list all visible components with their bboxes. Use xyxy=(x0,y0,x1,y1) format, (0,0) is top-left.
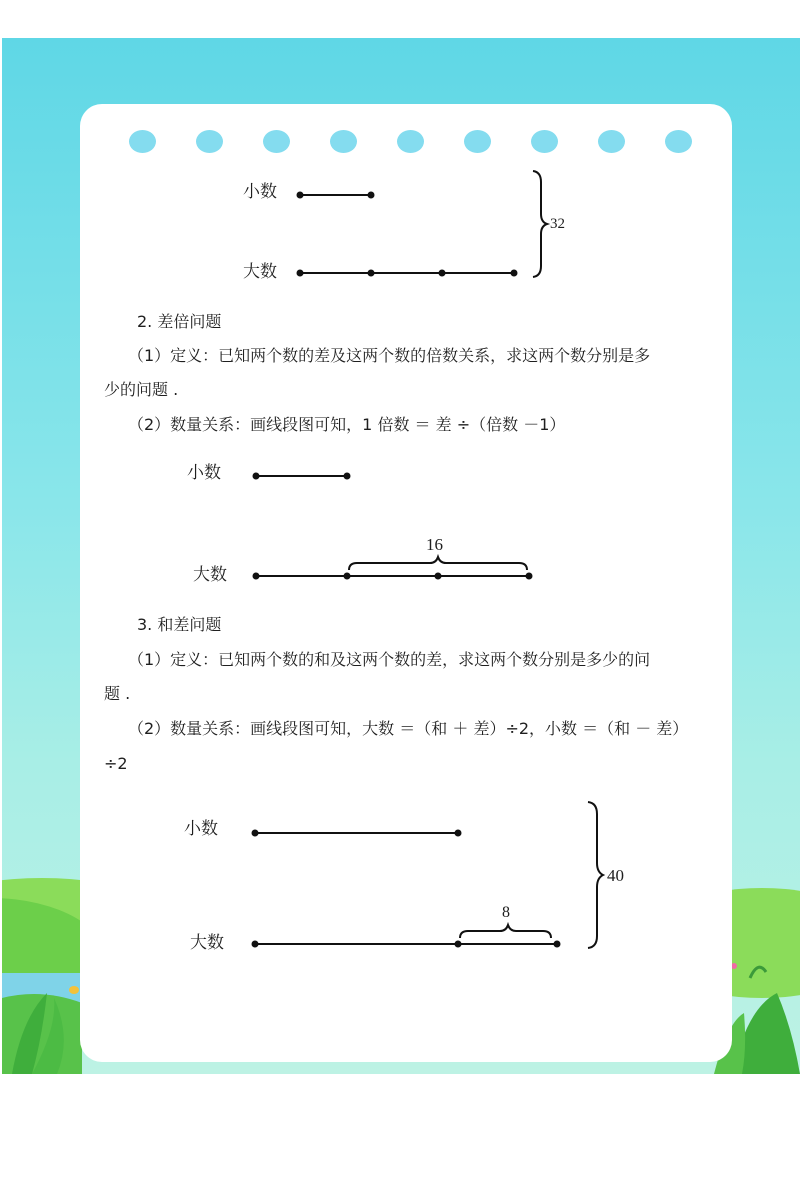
section2-relation: （2）数量关系：画线段图可知，1 倍数 ＝ 差 ÷（倍数 －1） xyxy=(128,415,566,434)
diagram1-total-label: 32 xyxy=(550,216,565,232)
diagram3-large-label: 大数 xyxy=(190,933,224,953)
section3-definition-cont: 题 . xyxy=(104,684,131,703)
diagram1-small-label: 小数 xyxy=(243,182,277,202)
diagram2-large-label: 大数 xyxy=(193,565,227,585)
diagram3-total-label: 40 xyxy=(607,866,624,885)
section3-definition: （1）定义：已知两个数的和及这两个数的差，求这两个数分别是多少的问 xyxy=(128,650,651,669)
diagram2-diff-label: 16 xyxy=(426,535,443,554)
section3-relation: （2）数量关系：画线段图可知，大数 ＝（和 ＋ 差）÷2，小数 ＝（和 － 差） xyxy=(128,719,689,738)
section3-relation-cont: ÷2 xyxy=(104,754,128,773)
section3-title: 3. 和差问题 xyxy=(137,615,222,634)
diagram3-diff-label: 8 xyxy=(502,904,510,921)
diagram3-small-label: 小数 xyxy=(184,819,218,839)
section2-title: 2. 差倍问题 xyxy=(137,312,222,331)
section2-definition-cont: 少的问题 . xyxy=(104,380,179,399)
section2-definition: （1）定义：已知两个数的差及这两个数的倍数关系，求这两个数分别是多 xyxy=(128,346,651,365)
diagram2-small-label: 小数 xyxy=(187,463,221,483)
diagram1-large-label: 大数 xyxy=(243,262,277,282)
